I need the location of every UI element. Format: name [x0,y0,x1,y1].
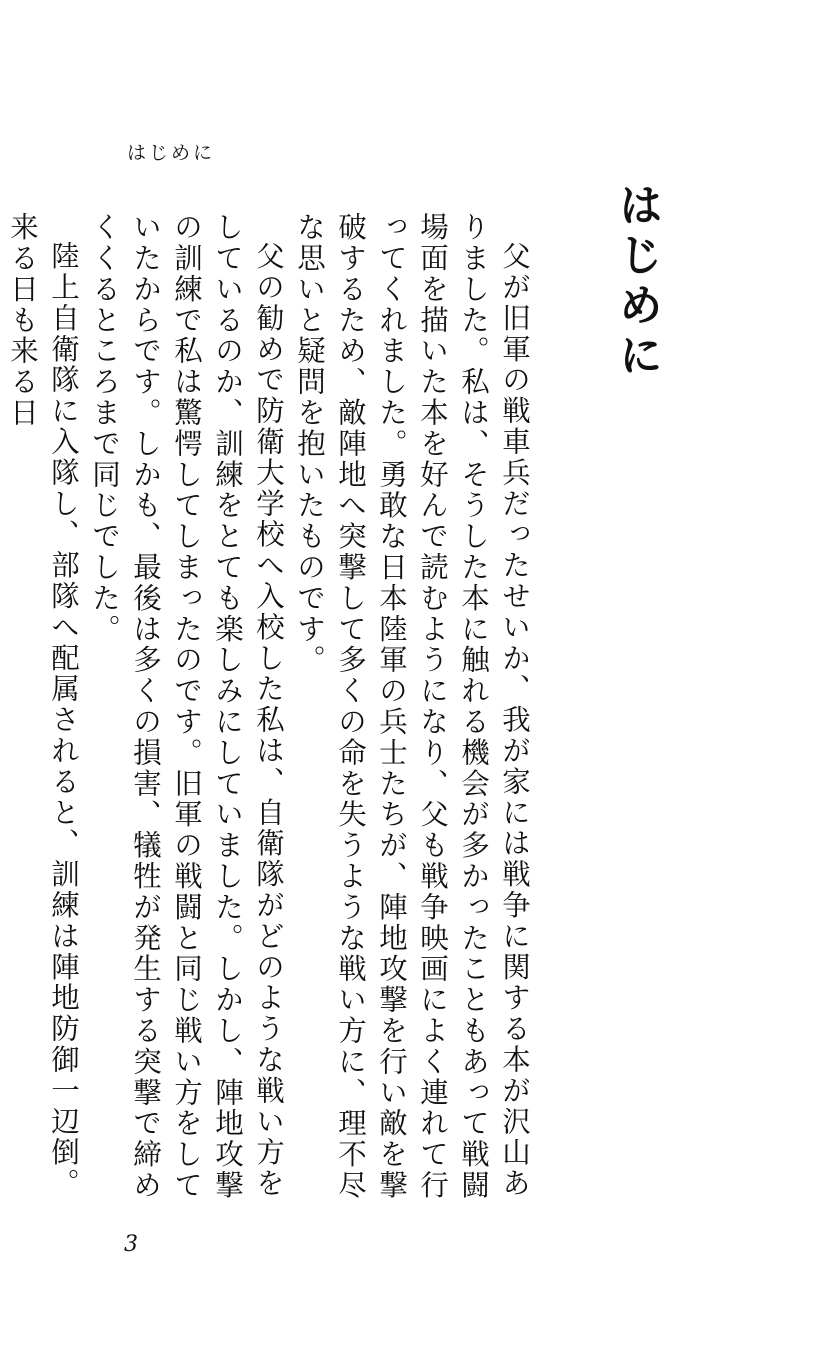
page-number: 3 [124,1232,138,1257]
body-text [2,212,535,1222]
paragraph: 陸上自衛隊に入隊し、部隊へ配属されると、訓練は陣地防御一辺倒。来る日も来る日 [6,212,80,1199]
paragraph: 父が旧軍の戦車兵だったせいか、我が家には戦争に関する本が沢山ありました。私は、そうした本に触れる機会が多かったこともあって戦闘場面を描いた本を好んで読むようになり、父も戦争映画によく連れて行ってくれました。勇敢な日本陸軍の兵士たちが、陣地攻撃を行い敵を撃破するため、敵陣地へ突撃して多くの命を失うような戦い方に、理不尽な思いと疑問を抱いたものです。 [293,212,531,1201]
paragraph: 父の勧めで防衛大学校へ入校した私は、自衛隊がどのような戦い方をしているのか、訓練をとても楽しみにしていました。しかし、陣地攻撃の訓練で私は驚愕してしまったのです。旧軍の戦闘と同じ戦い方をしていたからです。しかも、最後は多くの損害、犠牲が発生する突撃で締めくくるところまで同じでした。 [88,212,285,1201]
chapter-title: はじめに [611,182,662,382]
running-head: はじめに [127,142,216,164]
